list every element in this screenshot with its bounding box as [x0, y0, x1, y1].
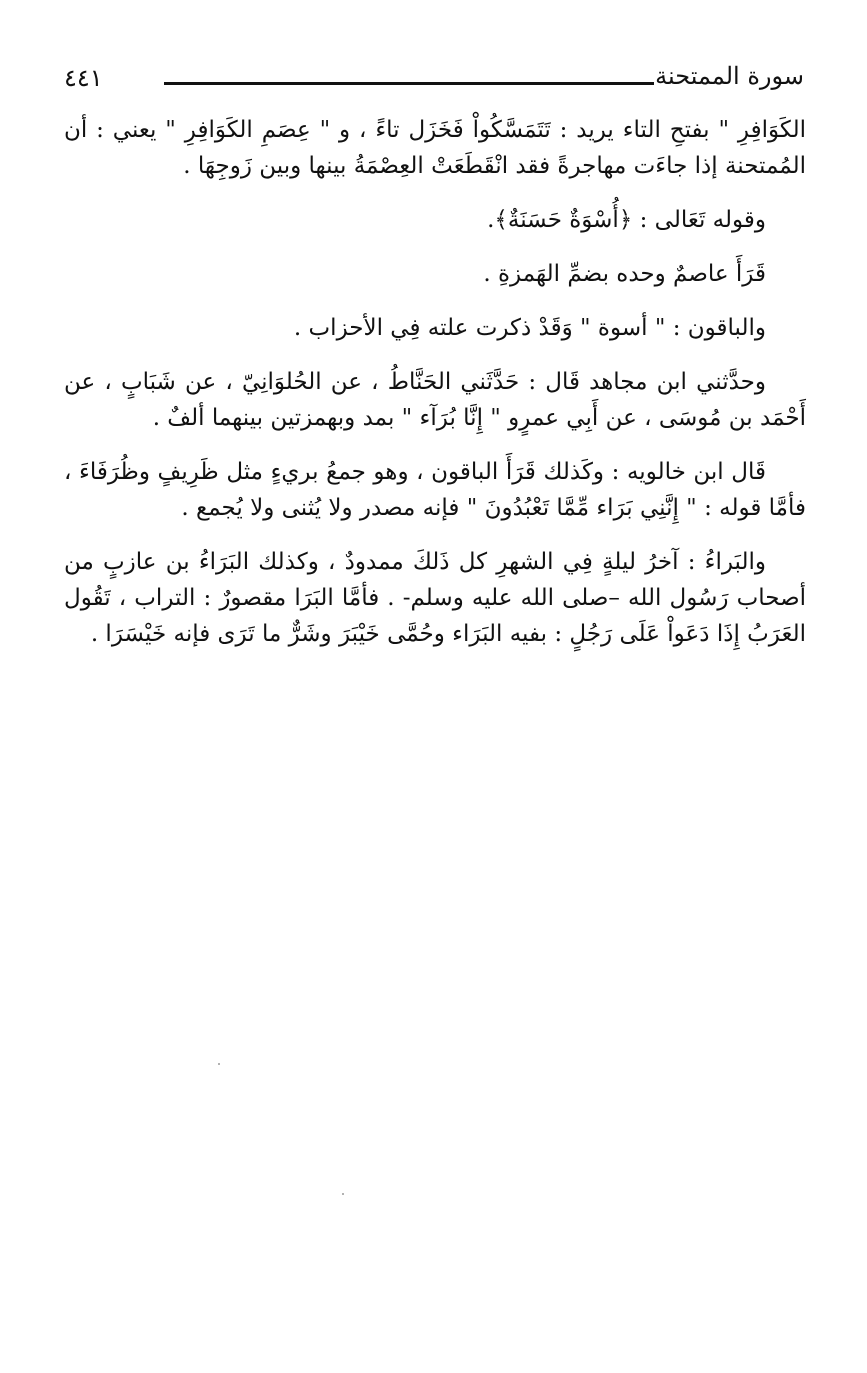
- scan-speck: [342, 1193, 344, 1195]
- paragraph: والباقون : " أسوة " وَقَدْ ذكرت علته فِي الأحزاب .: [293, 315, 766, 341]
- paragraph: وحدَّثني ابن مجاهد قَال : حَدَّثَني الحَنَّاطُ ، عن الحُلوَانِيّ ، عن شَبَابٍ ، عن أَحْمَد بن مُوسَى ، عن أَبِي عمرٍو " إِنَّا بُرَآء " بمد وبهمزتين بينهما ألفٌ .: [64, 369, 806, 431]
- paragraph: قَال ابن خالويه : وكَذلك قَرَأَ الباقون ، وهو جمعُ بريءٍ مثل ظَرِيفٍ وظُرَفَاءَ ، فأمَّا قوله : " إِنَّنِي بَرَاء مِّمَّا تَعْبُدُونَ " فإنه مصدر ولا يُثنى ولا يُجمع .: [64, 459, 806, 521]
- page-body: [64, 112, 806, 670]
- paragraph: وقوله تَعَالى : ﴿أُسْوَةٌ حَسَنَةٌ﴾.: [487, 207, 766, 233]
- paragraph: الكَوَافِرِ " بفتحِ التاء يريد : تَتَمَسَّكُواْ فَخَزَل تاءً ، و " عِصَمِ الكَوَافِرِ " يعني : أن المُمتحنة إذا جاءَت مهاجرةً فقد انْقَطَعَتْ العِصْمَةُ بينها وبين زَوجِهَا .: [64, 117, 806, 179]
- page-number: ٤٤١: [64, 64, 103, 92]
- paragraph: قَرَأَ عاصمٌ وحده بضمِّ الهَمزةِ .: [483, 261, 766, 287]
- header-rule: [164, 82, 654, 85]
- running-title: سورة الممتحنة: [655, 62, 804, 90]
- paragraph: والبَراءُ : آخرُ ليلةٍ فِي الشهرِ كل ذَلكَ ممدودٌ ، وكذلك البَرَاءُ بن عازبٍ من أصحاب رَسُول الله –صلى الله عليه وسلم- . فأمَّا البَرَا مقصورٌ : التراب ، تَقُول العَرَبُ إِذَا دَعَواْ عَلَى رَجُلٍ : بفيه البَرَاء وحُمَّى خَيْبَرَ وشَرٌّ ما تَرَى فإنه خَيْسَرَا .: [64, 549, 806, 647]
- scan-speck: [218, 1063, 220, 1065]
- page-header: [64, 60, 804, 104]
